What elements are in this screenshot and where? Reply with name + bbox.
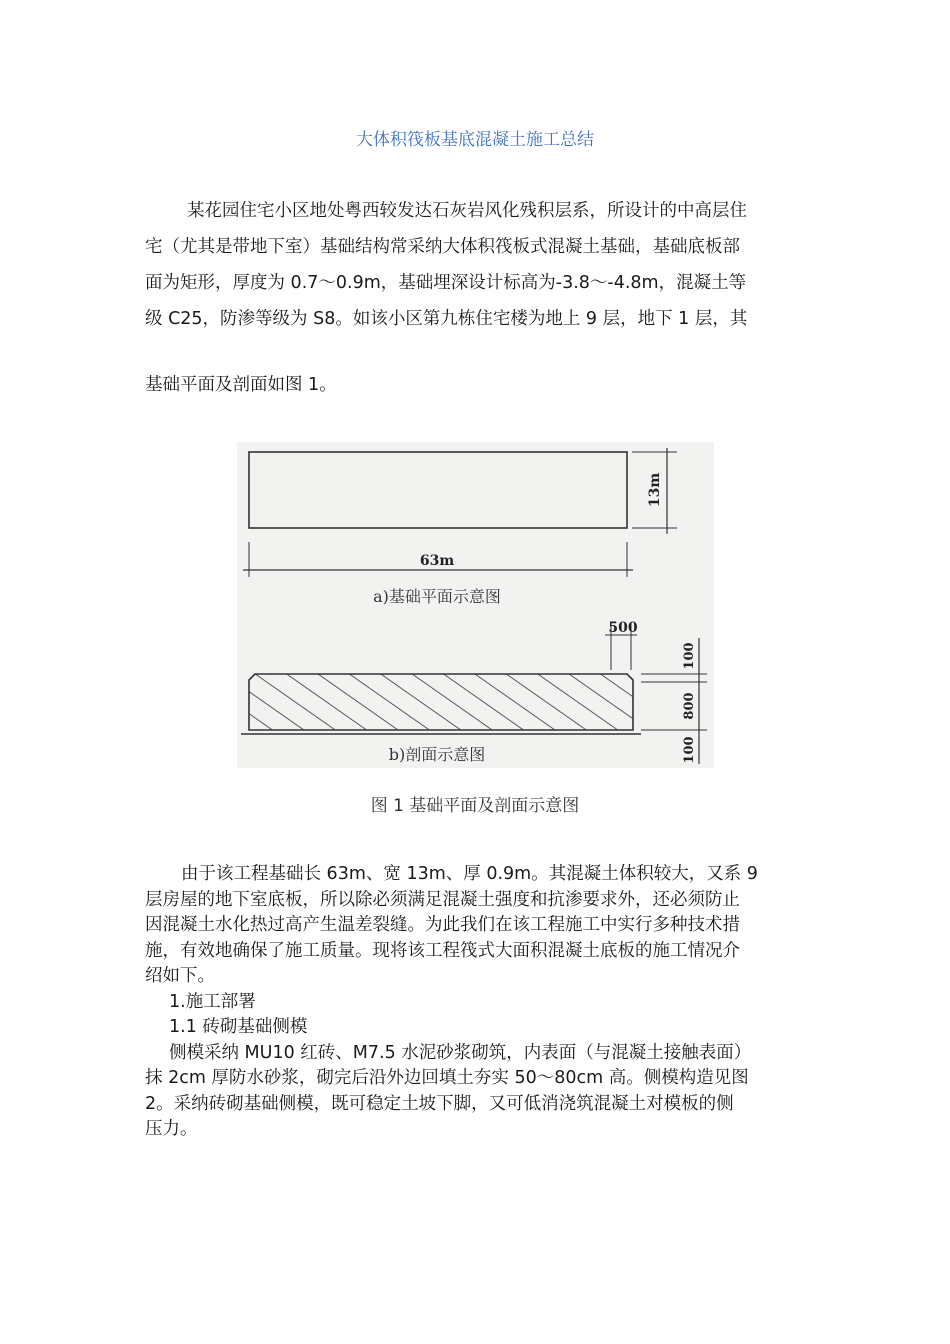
- section-dim-middle: 800: [682, 692, 697, 720]
- intro-last-line: 基础平面及剖面如图 1。: [145, 375, 337, 395]
- body-line: 绍如下。: [145, 966, 215, 986]
- intro-line: 面为矩形，厚度为 0.7～0.9m，基础埋深设计标高为-3.8～-4.8m，混凝土等: [145, 273, 747, 293]
- plan-width-label: 63m: [419, 553, 455, 569]
- body-line: 层房屋的地下室底板，所以除必须满足混凝土强度和抗渗要求外，还必须防止: [145, 889, 740, 910]
- body-line: 由于该工程基础长 63m、宽 13m、厚 0.9m。其混凝土体积较大，又系 9: [181, 864, 758, 884]
- section-top-label: 500: [608, 620, 638, 636]
- body-line: 2。采纳砖砌基础侧模，既可稳定土坡下脚，又可低消浇筑混凝土对模板的侧: [145, 1093, 734, 1114]
- body-line: 因混凝土水化热过高产生温差裂缝。为此我们在该工程施工中实行多种技术措: [145, 915, 740, 935]
- body-line: 抹 2cm 厚防水砂浆，砌完后沿外边回填土夯实 50～80cm 高。侧模构造见图: [145, 1068, 749, 1088]
- section-caption: b)剖面示意图: [388, 745, 486, 764]
- plan-height-label: 13m: [647, 472, 663, 508]
- subsection-heading: 1.1 砖砌基础侧模: [169, 1017, 308, 1037]
- body-line: 侧模采纳 MU10 红砖、M7.5 水泥砂浆砌筑，内表面（与混凝土接触表面）: [169, 1042, 752, 1063]
- foundation-diagram: [237, 442, 714, 768]
- figure-caption: 图 1 基础平面及剖面示意图: [370, 796, 580, 816]
- document-title: 大体积筏板基底混凝土施工总结: [356, 130, 594, 150]
- plan-outline: [249, 452, 627, 528]
- body-section: [145, 862, 810, 1143]
- section-dim-bottom: 100: [682, 736, 697, 764]
- body-line: 压力。: [145, 1119, 198, 1139]
- section-heading: 1.施工部署: [169, 991, 256, 1012]
- intro-paragraph: [145, 193, 810, 337]
- intro-line: 宅（尤其是带地下室）基础结构常采纳大体积筏板式混凝土基础，基础底板部: [145, 237, 740, 257]
- section-dim-top: 100: [682, 642, 697, 670]
- section-slab: [249, 674, 633, 730]
- plan-caption: a)基础平面示意图: [373, 587, 501, 606]
- foundation-figure: [237, 442, 714, 768]
- intro-line: 某花园住宅小区地处粤西较发达石灰岩风化残积层系，所设计的中高层住: [187, 201, 747, 221]
- body-line: 施，有效地确保了施工质量。现将该工程筏式大面积混凝土底板的施工情况介: [145, 940, 740, 961]
- intro-line: 级 C25，防渗等级为 S8。如该小区第九栋住宅楼为地上 9 层，地下 1 层，其: [145, 309, 748, 329]
